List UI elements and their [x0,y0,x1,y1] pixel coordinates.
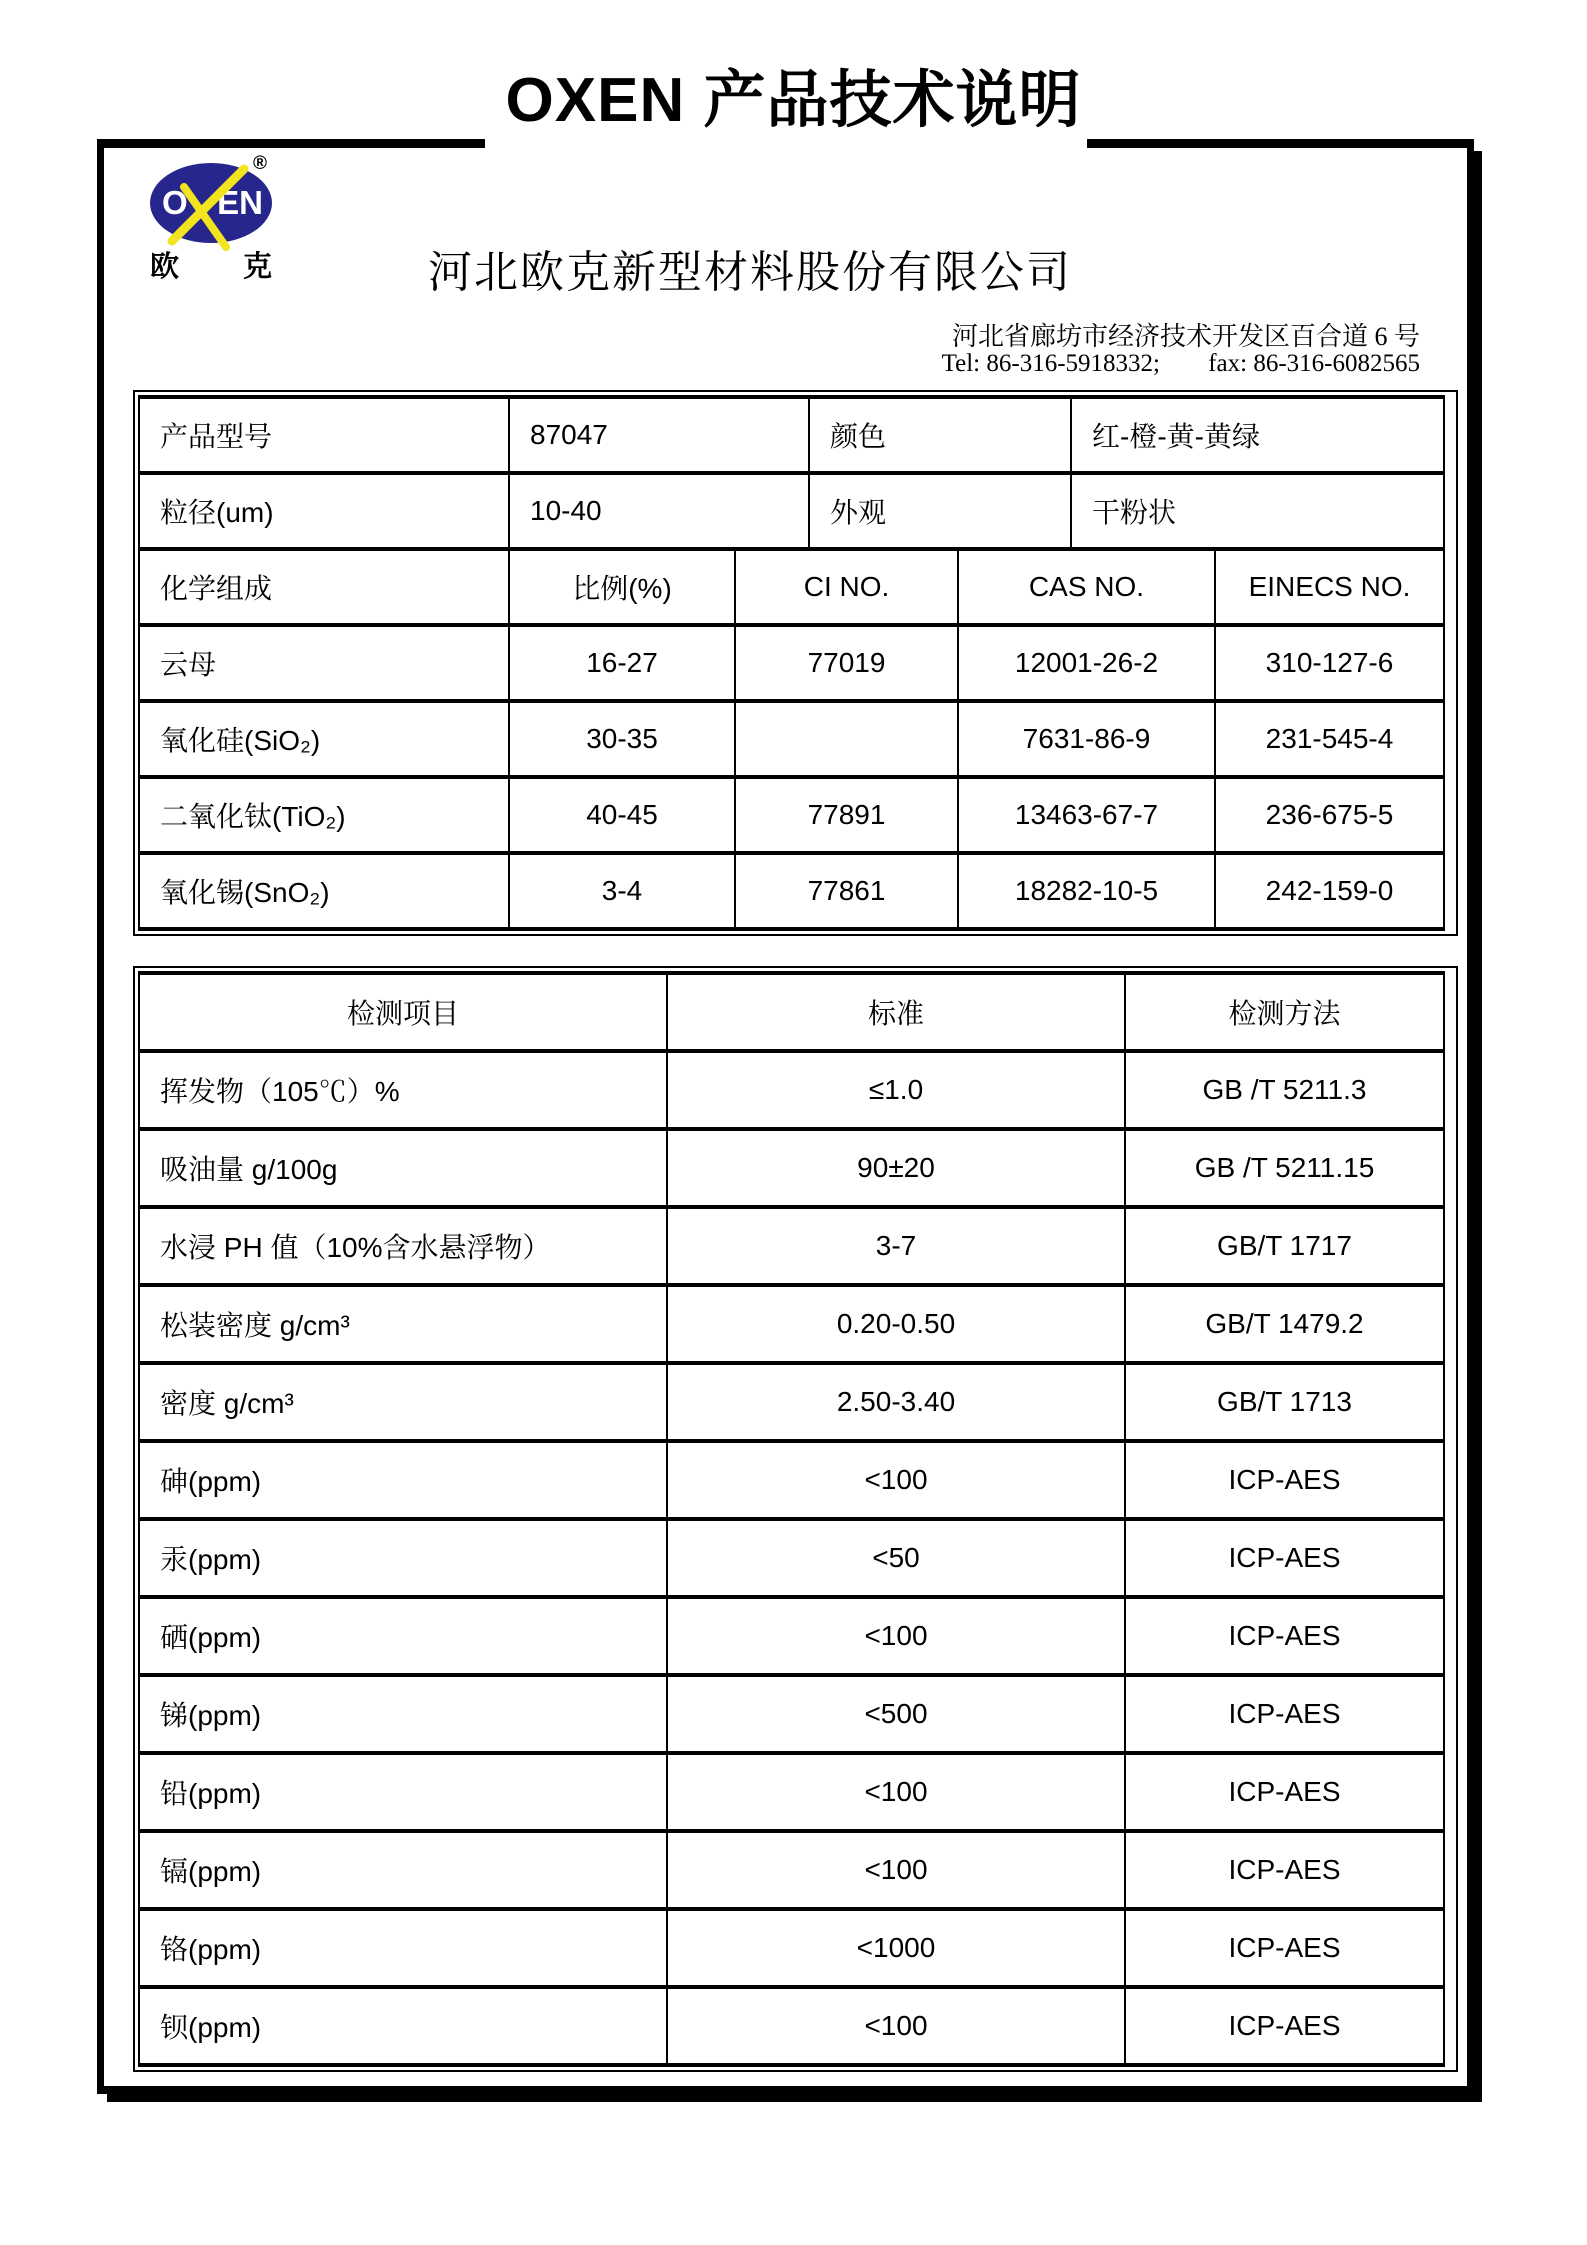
test-cell: 汞(ppm) [139,1519,667,1597]
composition-cell: 231-545-4 [1215,701,1444,777]
composition-cell: 77861 [735,853,958,929]
test-cell: 90±20 [667,1129,1125,1207]
test-header-cell: 标准 [667,973,1125,1051]
table-row [139,1987,1444,2065]
logo-caption-char: 克 [242,251,272,283]
logo-caption [150,244,272,285]
test-cell: 砷(ppm) [139,1441,667,1519]
test-cell: 挥发物（105℃）% [139,1051,667,1129]
table-row [139,1285,1444,1363]
test-cell: <100 [667,1441,1125,1519]
product-table [133,390,1458,936]
composition-cell: 242-159-0 [1215,853,1444,929]
company-name: 河北欧克新型材料股份有限公司 [428,248,1072,297]
composition-header-cell: 比例(%) [509,549,735,625]
product-info-label: 粒径(um) [139,473,509,549]
table-row [139,1441,1444,1519]
logo-letter-o: O [162,184,188,221]
test-header-cell: 检测方法 [1125,973,1444,1051]
test-cell: 水浸 PH 值（10%含水悬浮物） [139,1207,667,1285]
composition-cell: 77891 [735,777,958,853]
test-cell: <100 [667,1753,1125,1831]
test-cell: GB/T 1717 [1125,1207,1444,1285]
table-row [139,973,1444,1051]
table-row [139,473,1444,549]
test-cell: ICP-AES [1125,1909,1444,1987]
registered-trademark-icon: ® [253,153,267,174]
table-row [139,1051,1444,1129]
product-info-value: 10-40 [509,473,809,549]
composition-header-cell: CAS NO. [958,549,1215,625]
logo-letter-en: EN [217,184,263,221]
composition-cell: 氧化锡(SnO₂) [139,853,509,929]
test-cell: ICP-AES [1125,1441,1444,1519]
test-cell: ICP-AES [1125,1753,1444,1831]
composition-cell: 13463-67-7 [958,777,1215,853]
table-row [139,1597,1444,1675]
table-row [139,853,1444,929]
table-row [139,1519,1444,1597]
composition-cell: 18282-10-5 [958,853,1215,929]
test-cell: ICP-AES [1125,1519,1444,1597]
composition-table [138,547,1445,931]
composition-cell: 7631-86-9 [958,701,1215,777]
table-row [139,1129,1444,1207]
test-cell: <100 [667,1597,1125,1675]
test-cell: 铅(ppm) [139,1753,667,1831]
test-cell: <100 [667,1831,1125,1909]
test-cell: ICP-AES [1125,1987,1444,2065]
test-cell: ICP-AES [1125,1831,1444,1909]
test-table [133,966,1458,2072]
test-cell: 密度 g/cm³ [139,1363,667,1441]
test-cell: 锑(ppm) [139,1675,667,1753]
test-cell: 镉(ppm) [139,1831,667,1909]
table-row [139,777,1444,853]
product-info-table [138,395,1445,551]
composition-header-cell: 化学组成 [139,549,509,625]
test-cell: GB /T 5211.15 [1125,1129,1444,1207]
test-cell: 松装密度 g/cm³ [139,1285,667,1363]
table-row [139,1675,1444,1753]
test-cell: 铬(ppm) [139,1909,667,1987]
test-cell: GB/T 1479.2 [1125,1285,1444,1363]
composition-cell: 3-4 [509,853,735,929]
page-title: OXEN 产品技术说明 [505,66,1082,135]
composition-header-cell: CI NO. [735,549,958,625]
composition-cell: 310-127-6 [1215,625,1444,701]
test-methods-table [138,971,1445,2067]
company-tel: Tel: 86-316-5918332; [941,350,1160,377]
composition-cell [735,701,958,777]
test-header-cell: 检测项目 [139,973,667,1051]
product-info-value: 红-橙-黄-黄绿 [1071,397,1444,473]
table-row [139,1753,1444,1831]
composition-cell: 16-27 [509,625,735,701]
test-cell: 钡(ppm) [139,1987,667,2065]
product-info-value: 干粉状 [1071,473,1444,549]
product-info-value: 87047 [509,397,809,473]
test-cell: ≤1.0 [667,1051,1125,1129]
table-row [139,1363,1444,1441]
table-row [139,1831,1444,1909]
composition-cell: 氧化硅(SiO₂) [139,701,509,777]
test-cell: 3-7 [667,1207,1125,1285]
company-contact [560,350,1420,378]
composition-cell: 二氧化钛(TiO₂) [139,777,509,853]
company-fax: fax: 86-316-6082565 [1208,350,1420,377]
composition-cell: 40-45 [509,777,735,853]
logo-caption-char: 欧 [150,251,180,283]
test-cell: <100 [667,1987,1125,2065]
test-cell: 0.20-0.50 [667,1285,1125,1363]
product-info-label: 外观 [809,473,1071,549]
table-row [139,701,1444,777]
oxen-logo [150,163,272,243]
composition-cell: 77019 [735,625,958,701]
test-cell: 硒(ppm) [139,1597,667,1675]
table-row [139,549,1444,625]
table-row [139,1909,1444,1987]
table-row [139,1207,1444,1285]
test-cell: ICP-AES [1125,1675,1444,1753]
test-cell: GB/T 1713 [1125,1363,1444,1441]
composition-cell: 236-675-5 [1215,777,1444,853]
composition-cell: 云母 [139,625,509,701]
test-cell: 2.50-3.40 [667,1363,1125,1441]
test-cell: <500 [667,1675,1125,1753]
composition-cell: 30-35 [509,701,735,777]
test-cell: GB /T 5211.3 [1125,1051,1444,1129]
table-row [139,625,1444,701]
test-cell: <1000 [667,1909,1125,1987]
test-cell: <50 [667,1519,1125,1597]
product-info-label: 产品型号 [139,397,509,473]
test-cell: 吸油量 g/100g [139,1129,667,1207]
product-info-label: 颜色 [809,397,1071,473]
composition-cell: 12001-26-2 [958,625,1215,701]
composition-header-cell: EINECS NO. [1215,549,1444,625]
company-address: 河北省廊坊市经济技术开发区百合道 6 号 [951,322,1420,351]
test-cell: ICP-AES [1125,1597,1444,1675]
table-row [139,397,1444,473]
